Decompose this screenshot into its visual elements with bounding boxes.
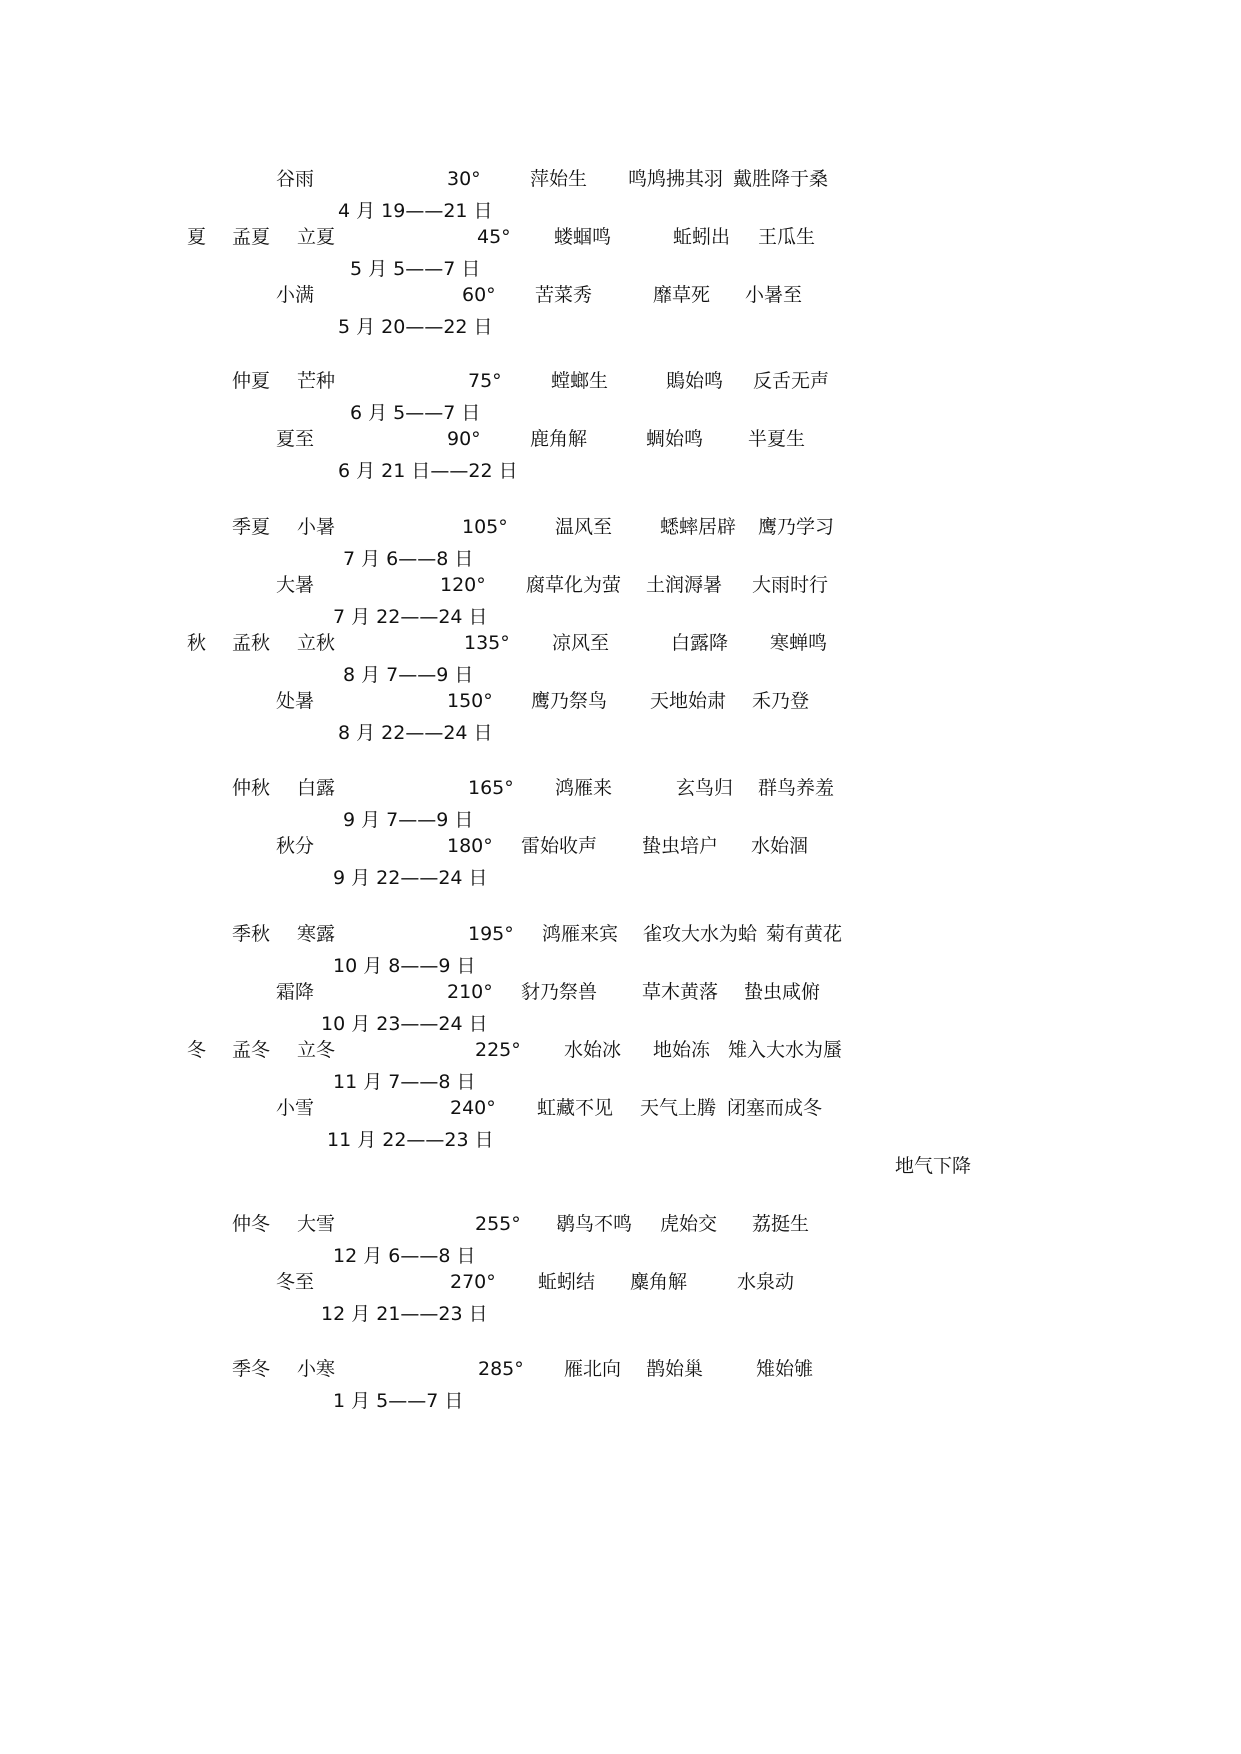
pentad-3: 禾乃登	[752, 690, 810, 712]
pentad-1: 鹖鸟不鸣	[556, 1213, 633, 1235]
pentad-1: 腐草化为萤	[526, 574, 622, 596]
overflow-note: 地气下降	[895, 1155, 972, 1177]
date-range: 10 月 23——24 日	[321, 1013, 488, 1035]
pentad-1: 豺乃祭兽	[521, 981, 598, 1003]
pentad-1: 凉风至	[552, 632, 610, 654]
pentad-2: 麋角解	[630, 1271, 688, 1293]
season-label: 夏	[187, 226, 207, 248]
pentad-3: 王瓜生	[758, 226, 816, 248]
pentad-1: 鹿角解	[530, 428, 588, 450]
pentad-3: 戴胜降于桑	[733, 168, 829, 190]
date-range: 7 月 6——8 日	[343, 548, 474, 570]
pentad-2: 虎始交	[660, 1213, 718, 1235]
pentad-2: 玄鸟归	[676, 777, 734, 799]
date-range: 9 月 22——24 日	[333, 867, 488, 889]
pentad-1: 雁北向	[564, 1358, 622, 1380]
pentad-1: 虹藏不见	[537, 1097, 614, 1119]
pentad-2: 鸣鸠拂其羽	[628, 168, 724, 190]
date-range: 11 月 7——8 日	[333, 1071, 476, 1093]
pentad-1: 苦菜秀	[535, 284, 593, 306]
solar-longitude: 255°	[475, 1213, 521, 1235]
month-label: 仲秋	[232, 777, 271, 799]
month-label: 季夏	[232, 516, 271, 538]
pentad-2: 蛰虫培户	[642, 835, 719, 857]
month-label: 仲冬	[232, 1213, 271, 1235]
pentad-2: 地始冻	[653, 1039, 711, 1061]
pentad-3: 小暑至	[745, 284, 803, 306]
pentad-2: 靡草死	[653, 284, 711, 306]
solar-longitude: 60°	[462, 284, 496, 306]
date-range: 6 月 5——7 日	[350, 402, 481, 424]
solar-term: 处暑	[276, 690, 315, 712]
pentad-2: 鹊始巢	[646, 1358, 704, 1380]
solar-longitude: 240°	[450, 1097, 496, 1119]
month-label: 仲夏	[232, 370, 271, 392]
pentad-3: 半夏生	[748, 428, 806, 450]
pentad-1: 蚯蚓结	[538, 1271, 596, 1293]
pentad-3: 水泉动	[737, 1271, 795, 1293]
solar-longitude: 165°	[468, 777, 514, 799]
pentad-1: 鹰乃祭鸟	[531, 690, 608, 712]
date-range: 10 月 8——9 日	[333, 955, 476, 977]
solar-longitude: 210°	[447, 981, 493, 1003]
solar-longitude: 180°	[447, 835, 493, 857]
pentad-2: 蚯蚓出	[673, 226, 731, 248]
solar-longitude: 30°	[447, 168, 481, 190]
solar-longitude: 75°	[468, 370, 502, 392]
pentad-1: 水始冰	[564, 1039, 622, 1061]
solar-term: 冬至	[276, 1271, 315, 1293]
solar-longitude: 120°	[440, 574, 486, 596]
pentad-3: 雉始雊	[756, 1358, 814, 1380]
date-range: 7 月 22——24 日	[333, 606, 488, 628]
solar-longitude: 285°	[478, 1358, 524, 1380]
pentad-1: 蝼蝈鸣	[554, 226, 612, 248]
date-range: 8 月 7——9 日	[343, 664, 474, 686]
pentad-3: 大雨时行	[752, 574, 829, 596]
solar-term: 大暑	[276, 574, 315, 596]
pentad-2: 雀攻大水为蛤	[643, 923, 758, 945]
pentad-3: 雉入大水为蜃	[728, 1039, 843, 1061]
pentad-1: 鸿雁来	[555, 777, 613, 799]
solar-longitude: 195°	[468, 923, 514, 945]
date-range: 8 月 22——24 日	[338, 722, 493, 744]
date-range: 6 月 21 日——22 日	[338, 460, 518, 482]
pentad-2: 土润溽暑	[646, 574, 723, 596]
date-range: 4 月 19——21 日	[338, 200, 493, 222]
date-range: 11 月 22——23 日	[327, 1129, 494, 1151]
solar-term: 小暑	[297, 516, 336, 538]
solar-longitude: 90°	[447, 428, 481, 450]
solar-term: 小寒	[297, 1358, 336, 1380]
date-range: 5 月 5——7 日	[350, 258, 481, 280]
solar-longitude: 105°	[462, 516, 508, 538]
pentad-3: 反舌无声	[753, 370, 830, 392]
pentad-2: 白露降	[671, 632, 729, 654]
date-range: 12 月 6——8 日	[333, 1245, 476, 1267]
solar-term: 白露	[297, 777, 336, 799]
date-range: 5 月 20——22 日	[338, 316, 493, 338]
solar-term: 立夏	[297, 226, 336, 248]
pentad-1: 鸿雁来宾	[542, 923, 619, 945]
pentad-2: 蜩始鸣	[646, 428, 704, 450]
pentad-3: 寒蝉鸣	[770, 632, 828, 654]
pentad-1: 雷始收声	[521, 835, 598, 857]
solar-term: 大雪	[297, 1213, 336, 1235]
pentad-1: 温风至	[555, 516, 613, 538]
solar-term: 霜降	[276, 981, 315, 1003]
solar-term: 立秋	[297, 632, 336, 654]
season-label: 冬	[187, 1039, 207, 1061]
date-range: 9 月 7——9 日	[343, 809, 474, 831]
pentad-2: 天地始肃	[650, 690, 727, 712]
solar-term: 小雪	[276, 1097, 315, 1119]
solar-longitude: 225°	[475, 1039, 521, 1061]
pentad-3: 水始涸	[751, 835, 809, 857]
pentad-2: 蟋蟀居辟	[660, 516, 737, 538]
solar-longitude: 150°	[447, 690, 493, 712]
solar-term: 寒露	[297, 923, 336, 945]
solar-longitude: 270°	[450, 1271, 496, 1293]
solar-longitude: 45°	[477, 226, 511, 248]
date-range: 1 月 5——7 日	[333, 1390, 464, 1412]
solar-longitude: 135°	[464, 632, 510, 654]
date-range: 12 月 21——23 日	[321, 1303, 488, 1325]
month-label: 孟秋	[232, 632, 271, 654]
pentad-2: 鵙始鸣	[666, 370, 724, 392]
solar-term: 夏至	[276, 428, 315, 450]
pentad-3: 蛰虫咸俯	[744, 981, 821, 1003]
solar-term: 谷雨	[276, 168, 315, 190]
solar-term: 秋分	[276, 835, 315, 857]
pentad-3: 菊有黄花	[766, 923, 843, 945]
pentad-1: 萍始生	[530, 168, 588, 190]
pentad-3: 荔挺生	[752, 1213, 810, 1235]
month-label: 孟冬	[232, 1039, 271, 1061]
solar-term: 芒种	[297, 370, 336, 392]
month-label: 季秋	[232, 923, 271, 945]
pentad-1: 螳螂生	[551, 370, 609, 392]
pentad-3: 闭塞而成冬	[727, 1097, 823, 1119]
solar-term: 立冬	[297, 1039, 336, 1061]
pentad-2: 天气上腾	[640, 1097, 717, 1119]
pentad-3: 鹰乃学习	[758, 516, 835, 538]
solar-term: 小满	[276, 284, 315, 306]
season-label: 秋	[187, 632, 207, 654]
pentad-2: 草木黄落	[642, 981, 719, 1003]
month-label: 孟夏	[232, 226, 271, 248]
month-label: 季冬	[232, 1358, 271, 1380]
pentad-3: 群鸟养羞	[758, 777, 835, 799]
